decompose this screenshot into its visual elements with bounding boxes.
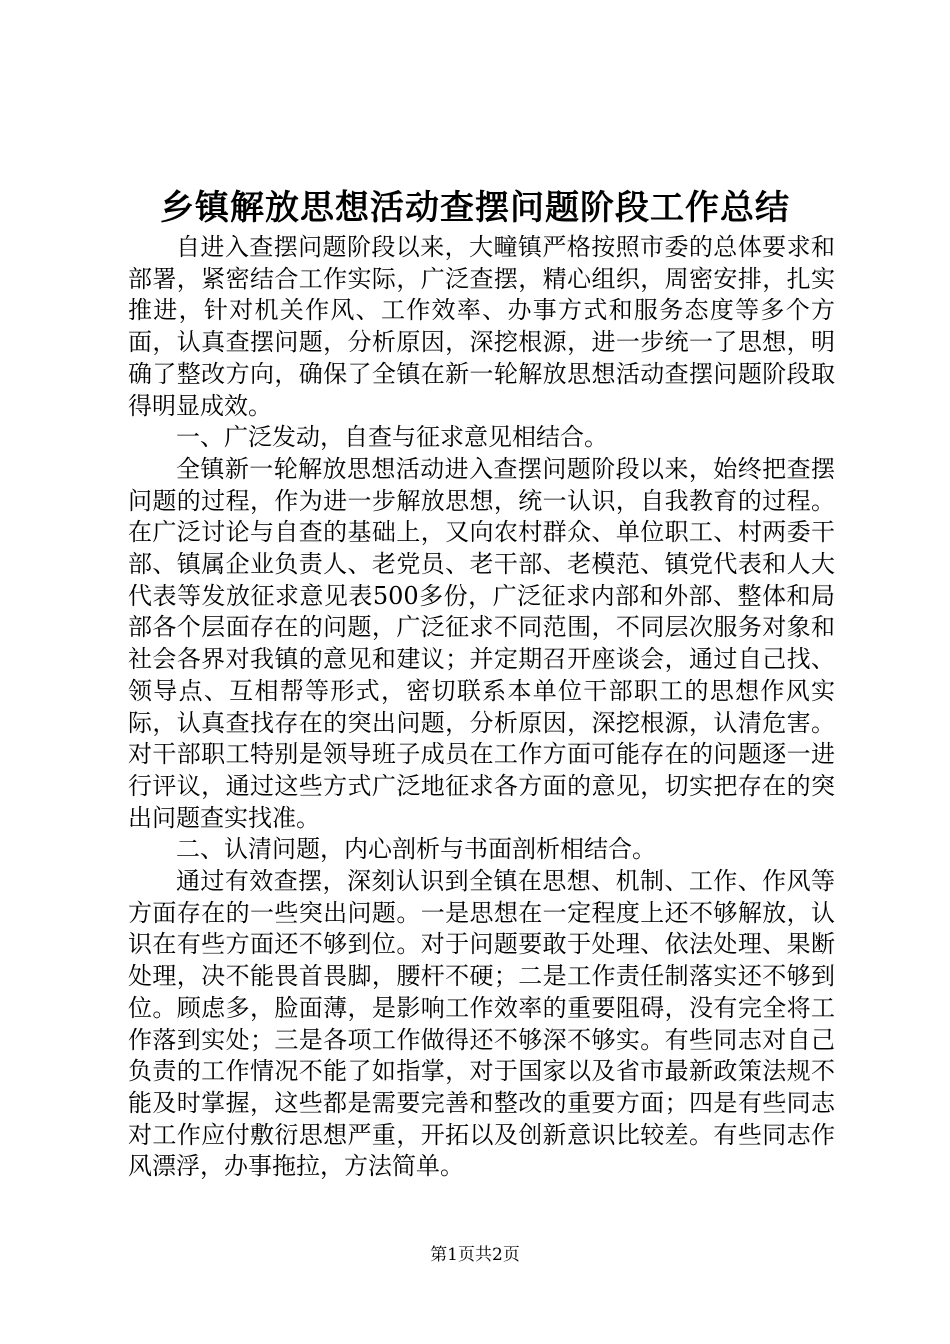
page-number-current: 第1页 [430, 1245, 475, 1265]
page-footer [0, 1243, 950, 1267]
document-body [128, 232, 835, 1183]
section-heading-1: 一、广泛发动，自查与征求意见相结合。 [176, 423, 608, 452]
paragraph-intro: 自进入查摆问题阶段以来，大疃镇严格按照市委的总体要求和部署，紧密结合工作实际，广泛查摆，精心组织，周密安排，扎实推进，针对机关作风、工作效率、办事方式和服务态度等多个方面，认真查摆问题，分析原因，深挖根源，进一步统一了思想，明确了整改方向，确保了全镇在新一轮解放思想活动查摆问题阶段取得明显成效。 [128, 233, 835, 420]
paragraph-section-1: 全镇新一轮解放思想活动进入查摆问题阶段以来，始终把查摆问题的过程，作为进一步解放思想，统一认识，自我教育的过程。在广泛讨论与自查的基础上，又向农村群众、单位职工、村两委干部、镇属企业负责人、老党员、老干部、老模范、镇党代表和人大代表等发放征求意见表500多份，广泛征求内部和外部、整体和局部各个层面存在的问题，广泛征求不同范围，不同层次服务对象和社会各界对我镇的意见和建议；并定期召开座谈会，通过自己找、领导点、互相帮等形式，密切联系本单位干部职工的思想作风实际，认真查找存在的突出问题，分析原因，深挖根源，认清危害。对干部职工特别是领导班子成员在工作方面可能存在的问题逐一进行评议，通过这些方式广泛地征求各方面的意见，切实把存在的突出问题查实找准。 [128, 454, 835, 832]
section-heading-2: 二、认清问题，内心剖析与书面剖析相结合。 [176, 835, 656, 864]
page-number-total: 共2页 [475, 1245, 520, 1265]
document-title: 乡镇解放思想活动查摆问题阶段工作总结 [160, 188, 790, 228]
paragraph-section-2: 通过有效查摆，深刻认识到全镇在思想、机制、工作、作风等方面存在的一些突出问题。一是思想在一定程度上还不够解放，认识在有些方面还不够到位。对于问题要敢于处理、依法处理、果断处理，决不能畏首畏脚，腰杆不硬；二是工作责任制落实还不够到位。顾虑多，脸面薄，是影响工作效率的重要阻碍，没有完全将工作落到实处；三是各项工作做得还不够深不够实。有些同志对自己负责的工作情况不能了如指掌，对于国家以及省市最新政策法规不能及时掌握，这些都是需要完善和整改的重要方面；四是有些同志对工作应付敷衍思想严重，开拓以及创新意识比较差。有些同志作风漂浮，办事拖拉，方法简单。 [128, 867, 835, 1181]
